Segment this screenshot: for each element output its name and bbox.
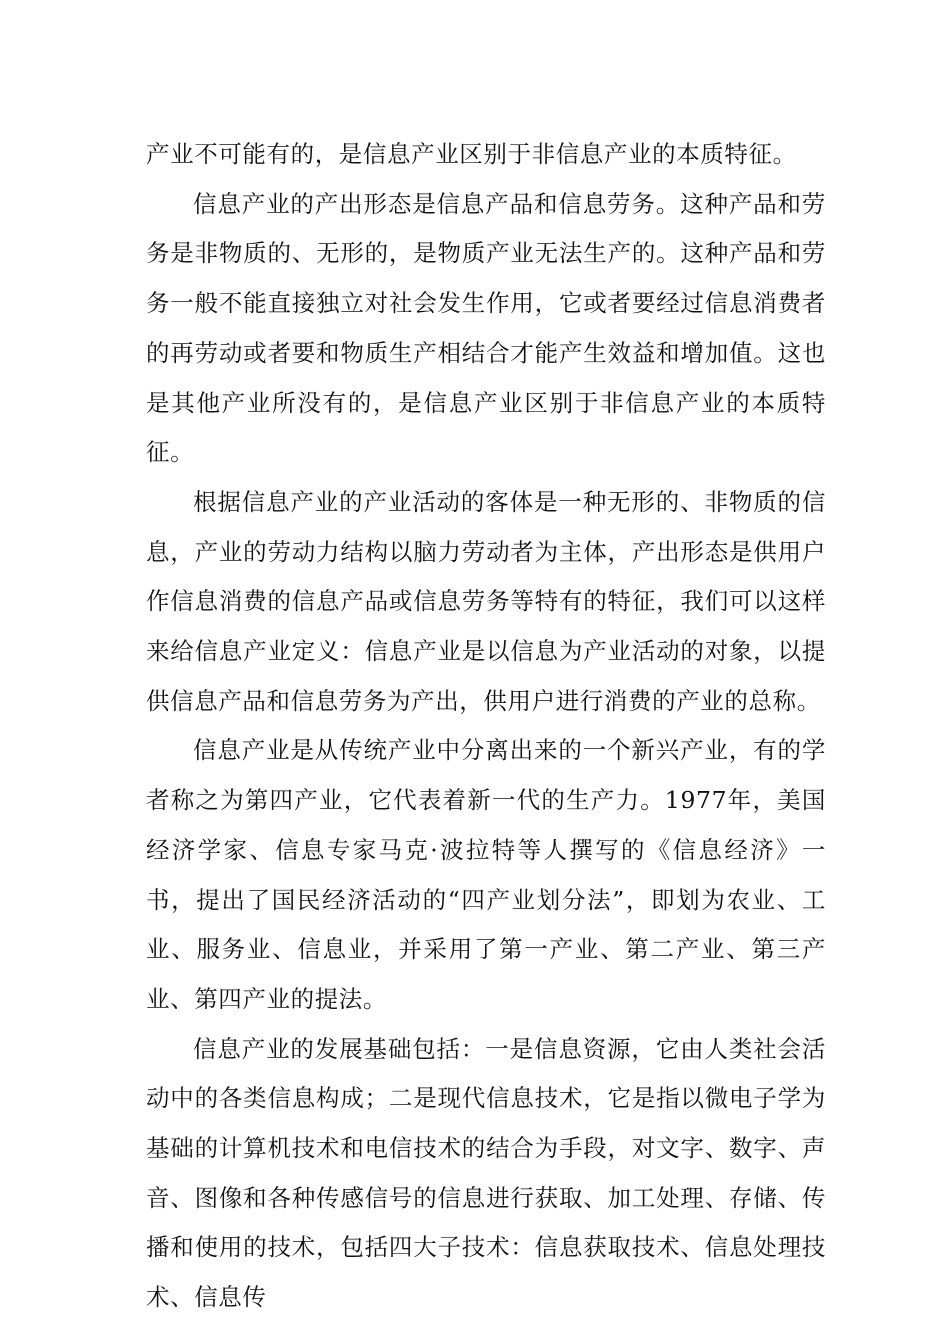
paragraph-1: 产业不可能有的，是信息产业区别于非信息产业的本质特征。 — [146, 140, 797, 168]
paragraph-3: 根据信息产业的产业活动的客体是一种无形的、非物质的信息，产业的劳动力结构以脑力劳动者为主体，产出形态是供用户作信息消费的信息产品或信息劳务等特有的特征，我们可以这样来给信息产业定义：信息产业是以信息为产业活动的对象，以提供信息产品和信息劳务为产出，供用户进行消费的产业的总称。 — [146, 487, 826, 715]
paragraph-5: 信息产业的发展基础包括：一是信息资源，它由人类社会活动中的各类信息构成；二是现代信息技术，它是指以微电子学为基础的计算机技术和电信技术的结合为手段，对文字、数字、声音、图像和各种传感信号的信息进行获取、加工处理、存储、传播和使用的技术，包括四大子技术：信息获取技术、信息处理技术、信息传 — [146, 1034, 826, 1312]
paragraph-2: 信息产业的产出形态是信息产品和信息劳务。这种产品和劳务是非物质的、无形的，是物质产业无法生产的。这种产品和劳务一般不能直接独立对社会发生作用，它或者要经过信息消费者的再劳动或者要和物质生产相结合才能产生效益和增加值。这也是其他产业所没有的，是信息产业区别于非信息产业的本质特征。 — [146, 189, 826, 467]
paragraph-4: 信息产业是从传统产业中分离出来的一个新兴产业，有的学者称之为第四产业，它代表着新一代的生产力。1977年，美国经济学家、信息专家马克·波拉特等人撰写的《信息经济》一书，提出了国民经济活动的“四产业划分法”，即划为农业、工业、服务业、信息业，并采用了第一产业、第二产业、第三产业、第四产业的提法。 — [146, 736, 826, 1013]
document-body — [146, 130, 826, 1323]
